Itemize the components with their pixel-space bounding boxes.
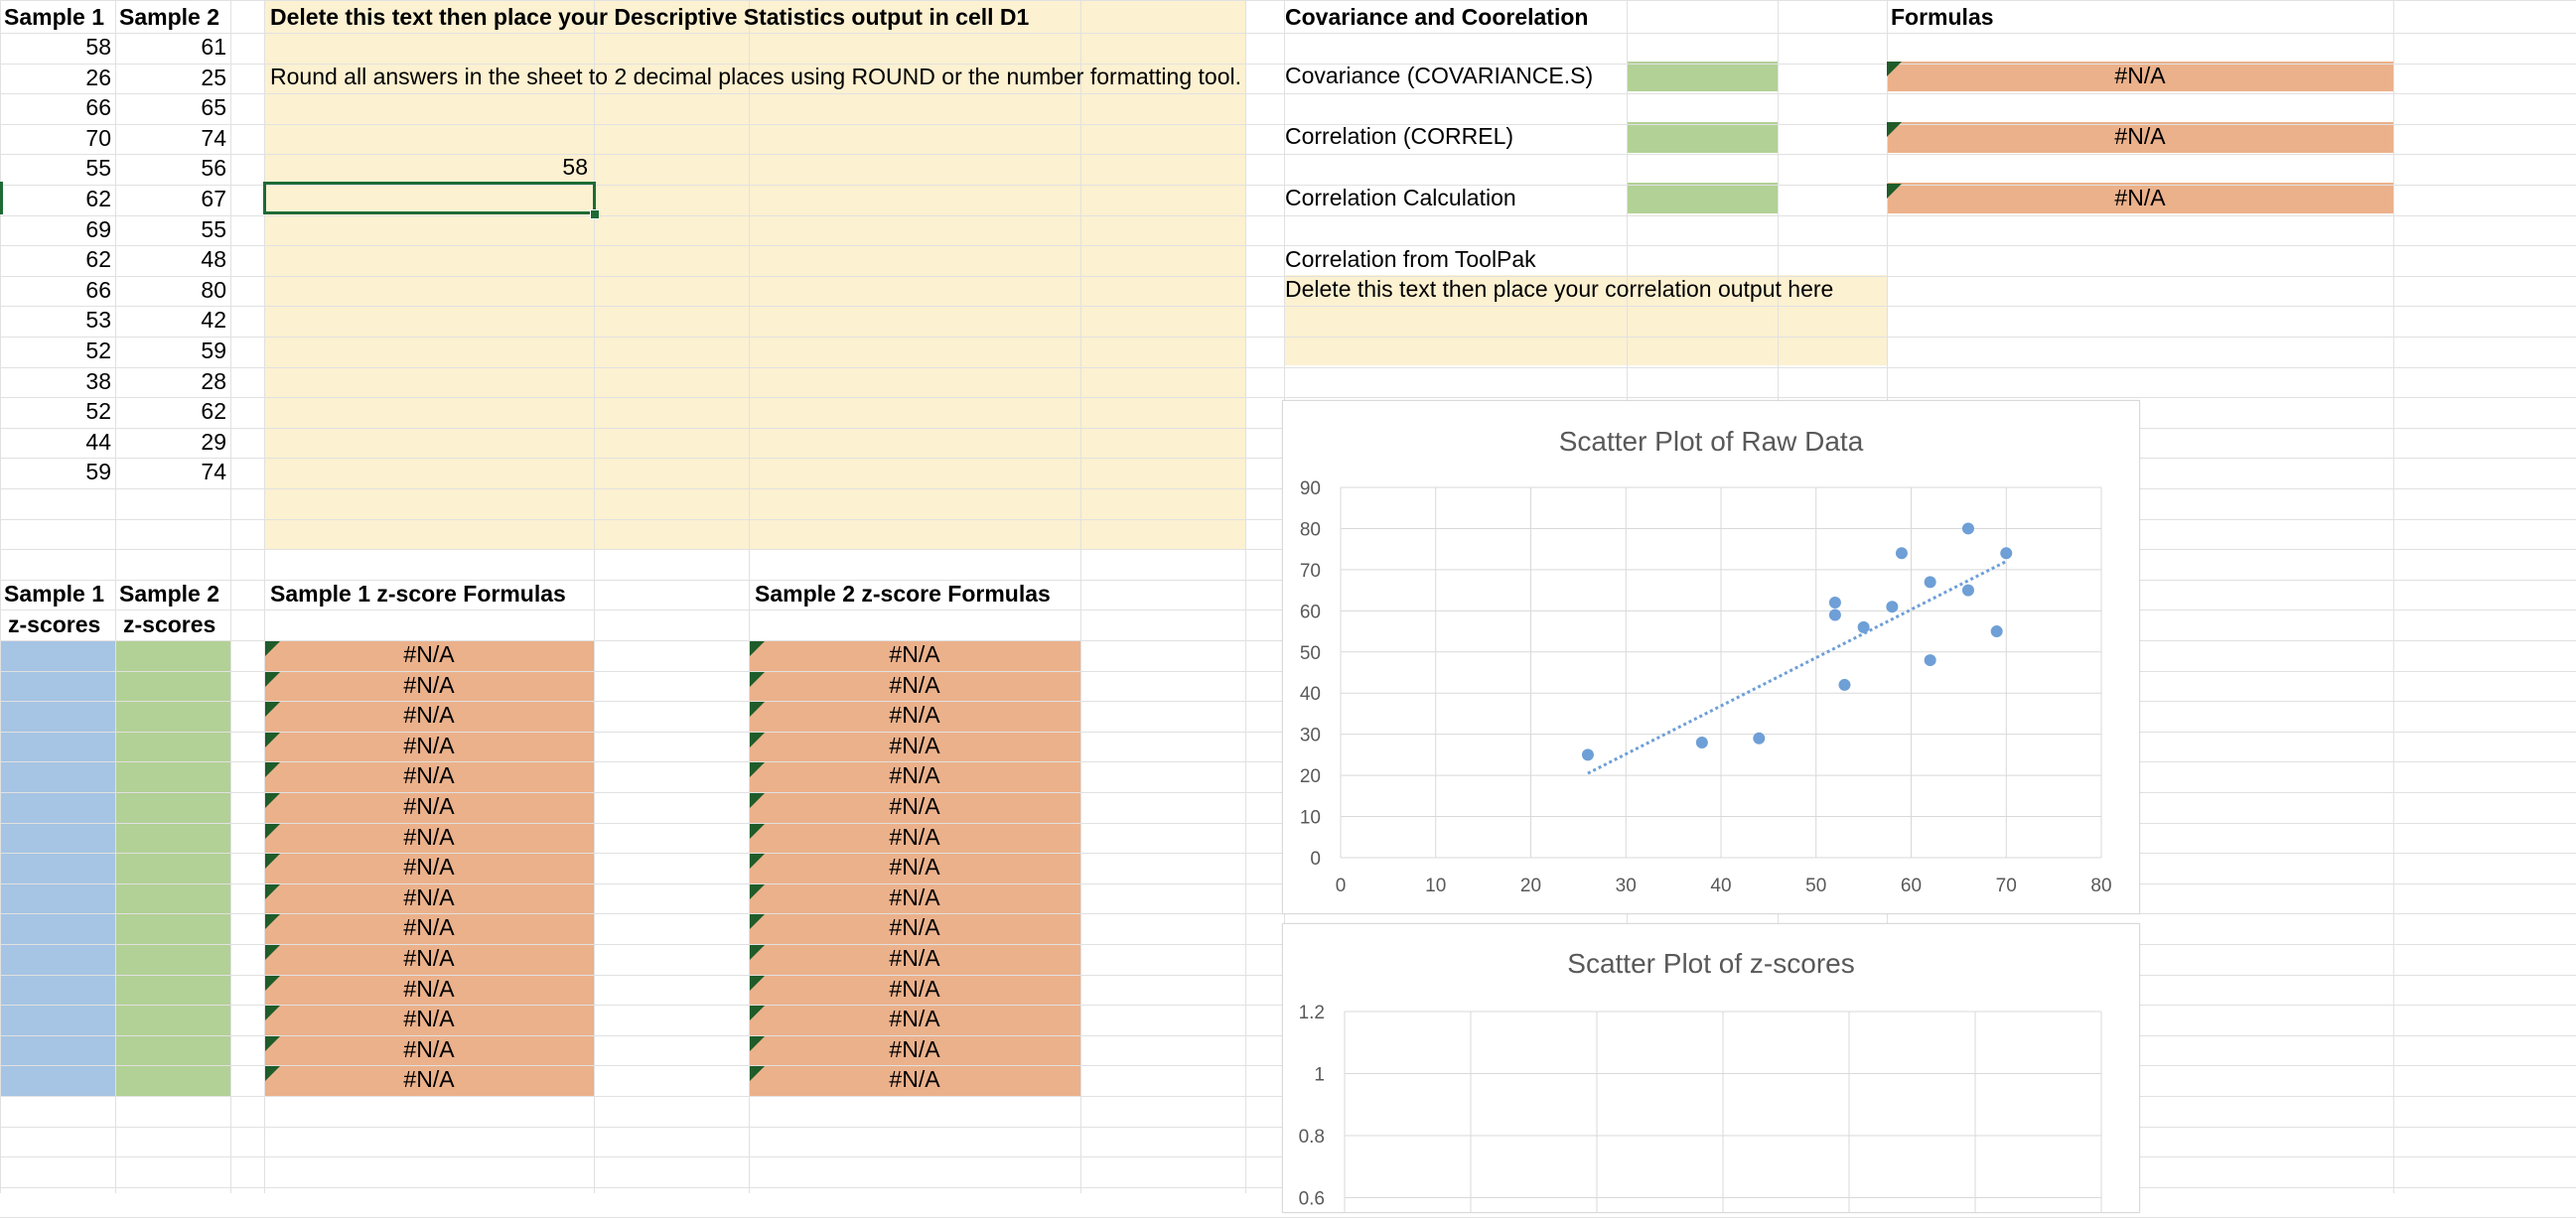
error-indicator [750, 641, 765, 656]
error-indicator [1887, 184, 1902, 199]
error-indicator [265, 672, 280, 687]
sample2-cell: 48 [201, 246, 226, 273]
grid-col-line [2393, 0, 2394, 1193]
error-indicator [750, 702, 765, 717]
grid-row-line [0, 215, 2576, 216]
data-point [1696, 737, 1708, 748]
error-indicator [750, 854, 765, 869]
z1-formula-cell: #N/A [403, 1035, 455, 1062]
error-indicator [265, 1006, 280, 1020]
active-cell-value: 58 [562, 154, 588, 180]
fill-handle[interactable] [590, 209, 600, 219]
z2-formula-cell: #N/A [889, 1035, 940, 1062]
y-tick-label: 0.6 [1298, 1188, 1325, 1210]
selected-cell[interactable] [263, 182, 596, 214]
sample2-cell: 74 [201, 124, 226, 151]
stat-answer-cell-2 [1627, 183, 1778, 213]
x-tick-label: 40 [1710, 876, 1732, 896]
z2-formula-cell: #N/A [889, 945, 940, 971]
x-tick-label: 50 [1805, 876, 1827, 896]
grid-row-line [0, 93, 2576, 94]
data-point [1962, 585, 1974, 597]
y-tick-label: 60 [1299, 602, 1321, 623]
sample1-cell: 52 [85, 338, 111, 363]
error-indicator [750, 762, 765, 777]
error-indicator [750, 793, 765, 808]
stat-formula-value: #N/A [2114, 185, 2166, 210]
sample1-cell: 58 [85, 34, 111, 60]
z1-formula-cell: #N/A [403, 975, 455, 1002]
error-indicator [265, 824, 280, 839]
zscore-scatter-svg [1283, 924, 2139, 1212]
error-indicator [750, 945, 765, 960]
y-tick-label: 1 [1314, 1064, 1325, 1086]
x-tick-label: 30 [1615, 876, 1637, 896]
error-indicator [750, 672, 765, 687]
x-tick-label: 20 [1519, 876, 1542, 896]
cov-corr-header: Covariance and Coorelation [1285, 4, 1589, 30]
y-tick-label: 40 [1299, 684, 1321, 706]
error-indicator [265, 945, 280, 960]
error-indicator [750, 733, 765, 747]
error-indicator [265, 641, 280, 656]
y-tick-label: 50 [1299, 642, 1321, 664]
descriptive-note: Delete this text then place your Descriptive Statistics output in cell D1 [270, 4, 1030, 30]
z2-formula-cell: #N/A [889, 823, 940, 850]
x-tick-label: 60 [1900, 876, 1923, 896]
x-tick-label: 0 [1335, 876, 1347, 896]
grid-row-line [0, 397, 2576, 398]
error-indicator [265, 702, 280, 717]
data-point [1582, 748, 1594, 760]
sample1-cell: 59 [85, 459, 111, 485]
data-point [1829, 597, 1841, 609]
z2-formula-cell: #N/A [889, 854, 940, 880]
grid-col-line [230, 0, 231, 1193]
trendline [1588, 562, 2006, 774]
error-indicator [265, 762, 280, 777]
sample2-cell: 62 [201, 398, 226, 425]
z2-formula-cell: #N/A [889, 702, 940, 729]
z2-formula-cell: #N/A [889, 671, 940, 698]
data-point [2000, 547, 2012, 559]
sample1-cell: 44 [85, 428, 111, 455]
z1-formula-cell: #N/A [403, 1066, 455, 1093]
sample1-cell: 26 [85, 64, 111, 90]
error-indicator [265, 793, 280, 808]
data-point [1886, 601, 1898, 612]
sample1-cell: 69 [85, 215, 111, 242]
x-tick-label: 10 [1425, 876, 1447, 896]
error-indicator [265, 884, 280, 899]
z2-formula-cell: #N/A [889, 732, 940, 758]
toolpak-note: Delete this text then place your correlation output here [1285, 276, 1834, 302]
correlation-calc-label: Correlation Calculation [1285, 185, 1516, 210]
formulas-header: Formulas [1891, 4, 1994, 30]
sample2-cell: 42 [201, 307, 226, 334]
data-point [1962, 522, 1974, 534]
sample2-cell: 55 [201, 215, 226, 242]
grid-row-line [0, 33, 2576, 34]
stat-answer-cell-1 [1627, 122, 1778, 153]
raw-data-scatter-svg [1283, 401, 2139, 913]
z1-header-line2: z-scores [8, 611, 101, 637]
chart-title: Scatter Plot of Raw Data [1558, 426, 1864, 457]
data-point [1925, 576, 1936, 588]
error-indicator [750, 976, 765, 991]
round-note: Round all answers in the sheet to 2 decimal places using ROUND or the number formatting tool. [270, 64, 1241, 89]
z1-header-line1: Sample 1 [4, 581, 104, 607]
z2-values-column [115, 640, 230, 1096]
z2-formula-cell: #N/A [889, 1006, 940, 1032]
sample2-cell: 61 [201, 34, 226, 60]
y-tick-label: 10 [1299, 807, 1321, 829]
z2-formulas-header: Sample 2 z-score Formulas [755, 581, 1051, 607]
sample2-cell: 80 [201, 276, 226, 303]
z1-formula-cell: #N/A [403, 793, 455, 819]
sample2-cell: 65 [201, 94, 226, 121]
z2-formula-cell: #N/A [889, 975, 940, 1002]
correlation-label: Correlation (CORREL) [1285, 123, 1514, 149]
chart-title: Scatter Plot of z-scores [1567, 948, 1855, 979]
z2-formula-cell: #N/A [889, 762, 940, 789]
error-indicator [750, 914, 765, 929]
sample1-cell: 70 [85, 124, 111, 151]
sample1-cell: 66 [85, 276, 111, 303]
error-indicator [1887, 62, 1902, 76]
z1-formula-cell: #N/A [403, 945, 455, 971]
error-indicator [265, 976, 280, 991]
error-indicator [1887, 122, 1902, 137]
z1-formula-cell: #N/A [403, 762, 455, 789]
sample2-cell: 28 [201, 367, 226, 394]
z1-formula-cell: #N/A [403, 702, 455, 729]
sample1-cell: 38 [85, 367, 111, 394]
z2-formula-cell: #N/A [889, 641, 940, 667]
stat-formula-value: #N/A [2114, 123, 2166, 149]
sample2-cell: 25 [201, 64, 226, 90]
y-tick-label: 90 [1299, 478, 1321, 499]
grid-col-line [1245, 0, 1246, 1193]
z1-values-column [0, 640, 115, 1096]
y-tick-label: 30 [1299, 725, 1321, 746]
sample1-cell: 52 [85, 398, 111, 425]
z2-formula-cell: #N/A [889, 883, 940, 910]
z2-header-line2: z-scores [123, 611, 216, 637]
sample2-cell: 29 [201, 428, 226, 455]
error-indicator [750, 1066, 765, 1081]
y-tick-label: 20 [1299, 766, 1321, 788]
grid-row-line [0, 0, 2576, 1]
sample2-cell: 67 [201, 186, 226, 211]
z1-formula-cell: #N/A [403, 883, 455, 910]
sample1-cell: 66 [85, 94, 111, 121]
error-indicator [265, 1036, 280, 1051]
sample1-cell: 53 [85, 307, 111, 334]
z1-formula-cell: #N/A [403, 914, 455, 941]
grid-row-line [0, 337, 2576, 338]
toolpak-label: Correlation from ToolPak [1285, 246, 1536, 272]
error-indicator [265, 914, 280, 929]
grid-row-line [0, 306, 2576, 307]
stat-answer-cell-0 [1627, 62, 1778, 91]
sample2-header: Sample 2 [119, 4, 219, 30]
z2-header-line1: Sample 2 [119, 581, 219, 607]
error-indicator [265, 854, 280, 869]
sample2-cell: 74 [201, 459, 226, 485]
y-tick-label: 0 [1310, 849, 1321, 870]
error-indicator [265, 1066, 280, 1081]
z2-formula-cell: #N/A [889, 793, 940, 819]
x-tick-label: 70 [1995, 876, 2017, 896]
stat-formula-value: #N/A [2114, 63, 2166, 88]
error-indicator [750, 1036, 765, 1051]
sample1-cell: 62 [85, 186, 111, 211]
sample1-cell: 62 [85, 246, 111, 273]
error-indicator [750, 824, 765, 839]
z1-formula-cell: #N/A [403, 854, 455, 880]
covariance-label: Covariance (COVARIANCE.S) [1285, 63, 1594, 88]
y-tick-label: 70 [1299, 560, 1321, 582]
data-point [1896, 547, 1908, 559]
z1-formula-cell: #N/A [403, 671, 455, 698]
z2-formula-cell: #N/A [889, 1066, 940, 1093]
y-tick-label: 80 [1299, 519, 1321, 541]
z1-formula-cell: #N/A [403, 823, 455, 850]
row-selection-marker [0, 182, 3, 214]
sample2-cell: 59 [201, 338, 226, 363]
error-indicator [750, 1006, 765, 1020]
x-tick-label: 80 [2090, 876, 2112, 896]
sample2-cell: 56 [201, 155, 226, 182]
z1-formula-cell: #N/A [403, 1006, 455, 1032]
data-point [1838, 679, 1850, 691]
data-point [1991, 625, 2003, 637]
data-point [1753, 733, 1765, 744]
z1-formula-cell: #N/A [403, 732, 455, 758]
error-indicator [265, 733, 280, 747]
sample1-cell: 55 [85, 155, 111, 182]
data-point [1858, 621, 1870, 633]
y-tick-label: 0.8 [1298, 1127, 1325, 1148]
data-point [1925, 654, 1936, 666]
z1-formula-cell: #N/A [403, 641, 455, 667]
zscore-scatter-chart[interactable] [1282, 923, 2140, 1213]
sample1-header: Sample 1 [4, 4, 104, 30]
data-point [1829, 609, 1841, 620]
z1-formulas-header: Sample 1 z-score Formulas [270, 581, 566, 607]
error-indicator [750, 884, 765, 899]
grid-row-line [0, 367, 2576, 368]
raw-data-scatter-chart[interactable] [1282, 400, 2140, 914]
z2-formula-cell: #N/A [889, 914, 940, 941]
y-tick-label: 1.2 [1298, 1003, 1325, 1023]
